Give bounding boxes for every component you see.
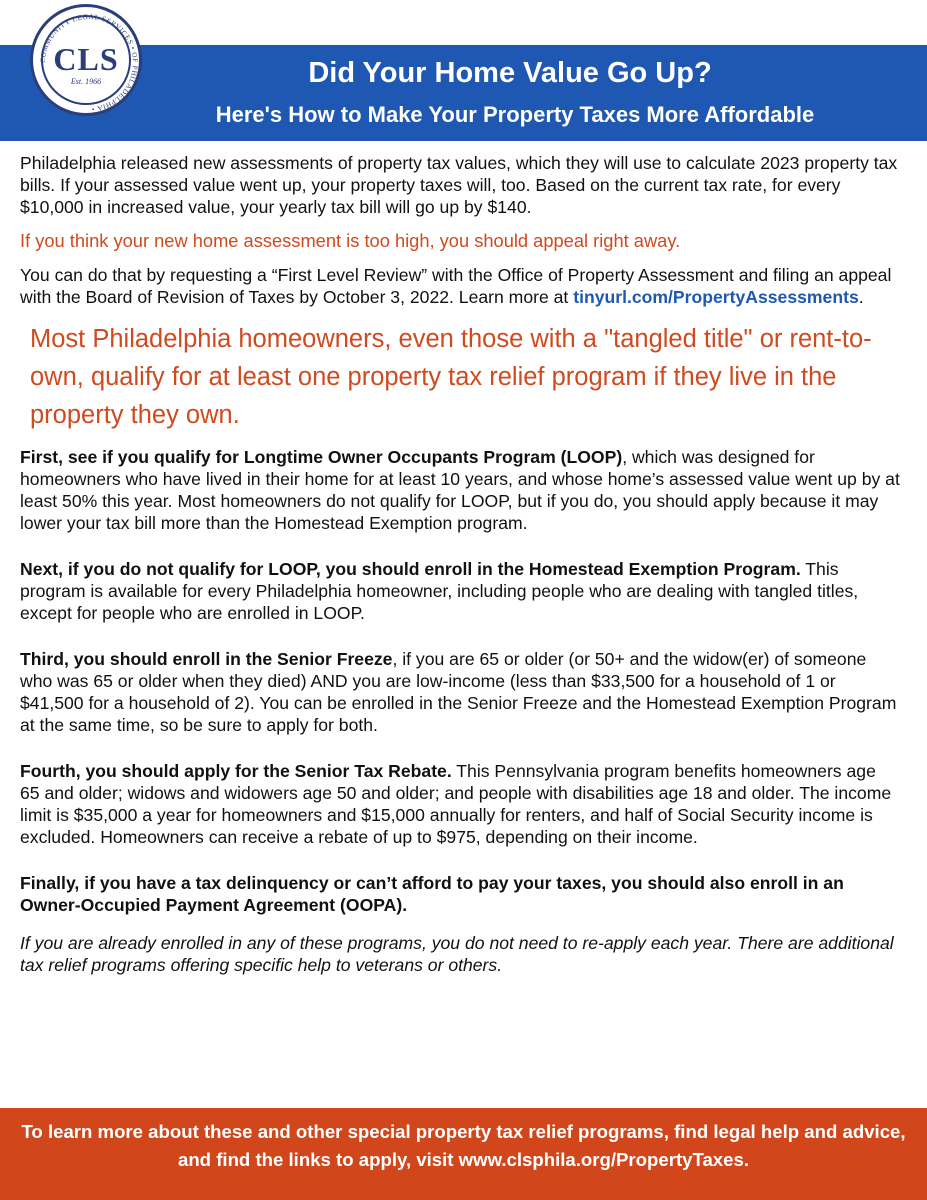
page-title: Did Your Home Value Go Up? <box>308 57 712 89</box>
logo-letters: CLS <box>53 41 119 77</box>
program-homestead-text: This program is available for every Philadelphia homeowner, including people who are dealing with tangled titles, except for people who are enrolled in LOOP. <box>20 559 859 623</box>
program-senior-rebate <box>20 760 900 848</box>
program-senior-rebate-text: This Pennsylvania program benefits homeowners age 65 and older; widows and widowers age 50 and older; and people with disabilities age 18 and older. The income limit is $35,000 a year for homeowners and $15,000 annually for renters, and half of Social Security income is excluded. Homeowners can receive a rebate of up to $975, depending on their income. <box>20 761 892 847</box>
program-loop <box>20 446 900 534</box>
footer-banner <box>0 1108 927 1200</box>
assessments-link[interactable]: tinyurl.com/PropertyAssessments <box>573 287 859 307</box>
program-homestead-title: Next, if you do not qualify for LOOP, you should enroll in the Homestead Exemption Program. <box>20 559 801 579</box>
program-loop-text: , which was designed for homeowners who have lived in their home for at least 10 years, and whose home’s assessed value went up by at least 50% this year. Most homeowners do not qualify for LOOP, but if you do, you should apply because it may lower your tax bill more than the Homestead Exemption program. <box>20 447 900 533</box>
program-oopa-title: Finally, if you have a tax delinquency or can’t afford to pay your taxes, you should also enroll in an Owner-Occupied Payment Agreement (OOPA). <box>20 873 844 915</box>
intro-paragraph: Philadelphia released new assessments of property tax values, which they will use to calculate 2023 property tax bills. If your assessed value went up, your property taxes will, too. Based on the current tax rate, for every $10,000 in increased value, your yearly tax bill will go up by $140. <box>20 153 898 217</box>
program-senior-freeze-text: , if you are 65 or older (or 50+ and the widow(er) of someone who was 65 or older when they died) AND you are low-income (less than $33,500 for a household of 1 or $41,500 for a household of 2). You can be enrolled in the Senior Freeze and the Homestead Exemption Program at the same time, so be sure to apply for both. <box>20 649 897 735</box>
cls-logo <box>30 4 142 116</box>
logo-inner-circle <box>41 15 131 105</box>
appeal-alert: If you think your new home assessment is too high, you should appeal right away. <box>20 230 681 251</box>
appeal-text: You can do that by requesting a “First Level Review” with the Office of Property Assessment and filing an appeal with the Board of Revision of Taxes by October 3, 2022. Learn more at <box>20 265 892 307</box>
page-subtitle: Here's How to Make Your Property Taxes More Affordable <box>215 102 815 127</box>
program-senior-freeze <box>20 648 900 736</box>
main-content <box>20 152 900 976</box>
program-loop-title: First, see if you qualify for Longtime Owner Occupants Program (LOOP) <box>20 447 623 467</box>
program-senior-rebate-title: Fourth, you should apply for the Senior Tax Rebate. <box>20 761 452 781</box>
reapply-note: If you are already enrolled in any of these programs, you do not need to re-apply each year. There are additional tax relief programs offering specific help to veterans or others. <box>20 933 894 975</box>
appeal-paragraph <box>20 264 900 308</box>
header <box>0 0 927 144</box>
svg-text:COMMUNITY LEGAL SERVICES • OF: COMMUNITY LEGAL SERVICES • OF PHILADELPHIA • <box>38 12 140 113</box>
relief-headline: Most Philadelphia homeowners, even those with a "tangled title" or rent-to-own, qualify for at least one property tax relief program if they live in the property they own. <box>30 325 872 429</box>
program-senior-freeze-title: Third, you should enroll in the Senior Freeze <box>20 649 393 669</box>
program-oopa <box>20 872 900 916</box>
program-homestead <box>20 558 900 624</box>
appeal-end: . <box>858 287 864 307</box>
logo-est: Est. 1966 <box>70 77 102 86</box>
footer-text: To learn more about these and other special property tax relief programs, find legal help and advice, and find the links to apply, visit www.clsphila.org/PropertyTaxes. <box>21 1121 906 1170</box>
